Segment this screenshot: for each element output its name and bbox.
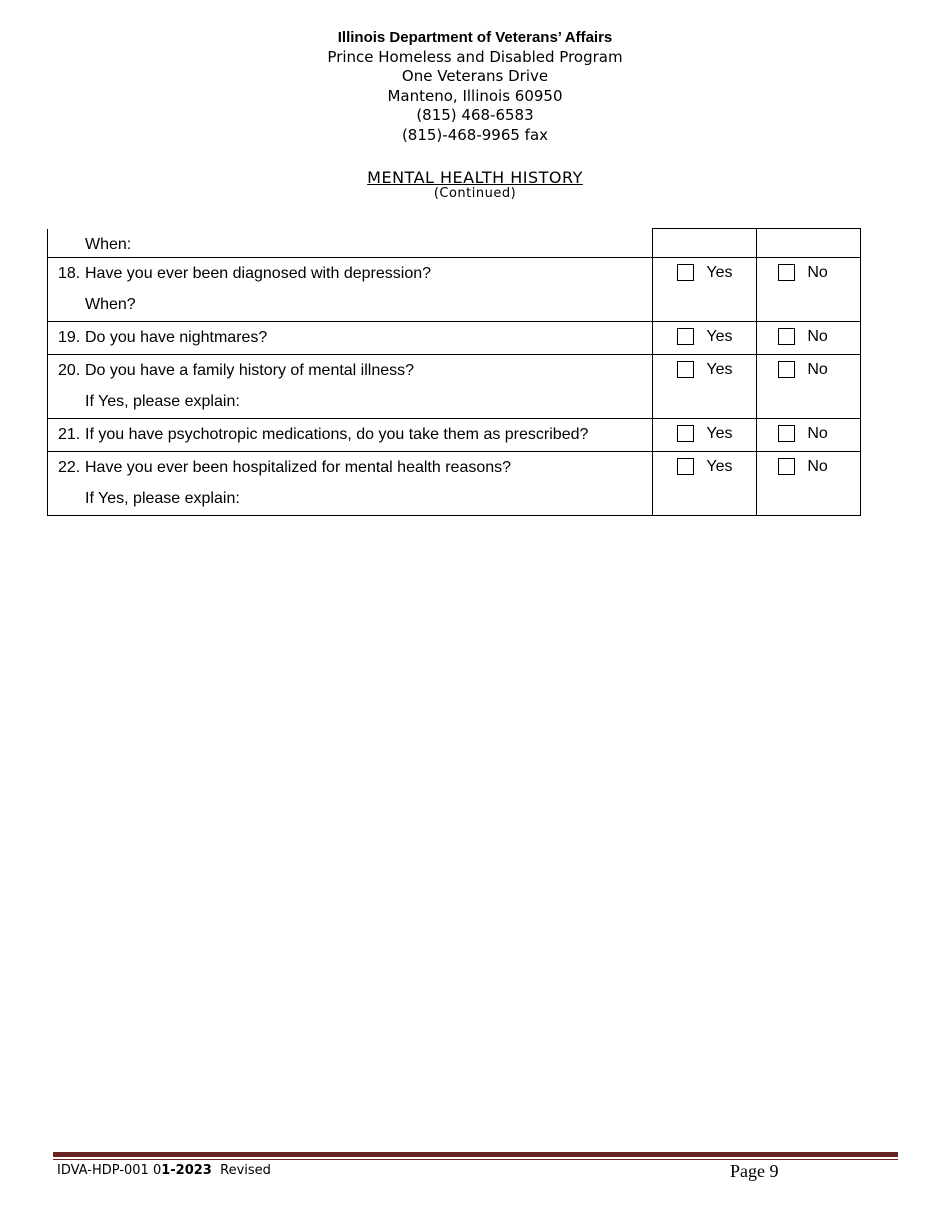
question-number: 19. xyxy=(58,328,81,346)
followup-label[interactable]: When? xyxy=(85,295,136,313)
question-number: 20. xyxy=(58,361,81,379)
page-number: Page 9 xyxy=(730,1161,779,1181)
questions-table xyxy=(47,228,861,516)
yes-label: Yes xyxy=(706,360,733,378)
yes-checkbox[interactable] xyxy=(653,258,756,282)
section-heading xyxy=(0,168,950,201)
fax: (815)-468-9965 fax xyxy=(401,125,549,144)
section-subtitle: (Continued) xyxy=(433,186,517,201)
yes-label: Yes xyxy=(706,457,733,475)
question-number: 22. xyxy=(58,458,81,476)
yes-checkbox[interactable] xyxy=(653,322,756,346)
footer-rule-thin xyxy=(53,1159,898,1160)
checkbox-icon[interactable] xyxy=(677,264,694,281)
checkbox-icon[interactable] xyxy=(677,425,694,442)
section-title: MENTAL HEALTH HISTORY xyxy=(367,168,583,187)
no-checkbox[interactable] xyxy=(757,419,860,443)
question-text: If you have psychotropic medications, do you take them as prescribed? xyxy=(85,425,589,443)
footer-rule xyxy=(53,1152,898,1157)
yes-checkbox[interactable] xyxy=(653,452,756,476)
followup-label[interactable]: When: xyxy=(85,235,132,253)
no-checkbox[interactable] xyxy=(757,355,860,379)
no-label: No xyxy=(807,424,828,442)
checkbox-icon[interactable] xyxy=(677,361,694,378)
form-date: 1-2023 xyxy=(161,1163,212,1178)
checkbox-icon[interactable] xyxy=(677,458,694,475)
table-row xyxy=(48,354,861,418)
question-number: 21. xyxy=(58,425,81,443)
org-name: Illinois Department of Veterans’ Affairs xyxy=(337,29,613,46)
checkbox-icon[interactable] xyxy=(778,425,795,442)
question-text: Have you ever been diagnosed with depression? xyxy=(85,264,432,282)
checkbox-icon[interactable] xyxy=(778,361,795,378)
table-row xyxy=(48,418,861,451)
question-text: Have you ever been hospitalized for mental health reasons? xyxy=(85,458,512,476)
yes-label: Yes xyxy=(706,263,733,281)
no-label: No xyxy=(807,457,828,475)
form-number: IDVA-HDP-001 0 xyxy=(57,1163,162,1178)
yes-checkbox[interactable] xyxy=(653,355,756,379)
no-label: No xyxy=(807,327,828,345)
question-number: 18. xyxy=(58,264,81,282)
address-line-2: Manteno, Illinois 60950 xyxy=(387,86,563,105)
no-checkbox[interactable] xyxy=(757,452,860,476)
table-row xyxy=(48,451,861,515)
table-row xyxy=(48,321,861,354)
yes-label: Yes xyxy=(706,424,733,442)
checkbox-icon[interactable] xyxy=(778,458,795,475)
program-name: Prince Homeless and Disabled Program xyxy=(327,47,623,66)
followup-label[interactable]: If Yes, please explain: xyxy=(85,489,240,507)
revised-label: Revised xyxy=(220,1163,271,1178)
checkbox-icon[interactable] xyxy=(778,264,795,281)
no-checkbox[interactable] xyxy=(757,258,860,282)
yes-label: Yes xyxy=(706,327,733,345)
address-line-1: One Veterans Drive xyxy=(401,67,549,85)
letterhead xyxy=(0,28,950,145)
yes-checkbox[interactable] xyxy=(653,419,756,443)
no-label: No xyxy=(807,263,828,281)
phone: (815) 468-6583 xyxy=(416,106,534,124)
checkbox-icon[interactable] xyxy=(677,328,694,345)
no-checkbox[interactable] xyxy=(757,322,860,346)
question-text: Do you have nightmares? xyxy=(85,328,268,346)
question-text: Do you have a family history of mental illness? xyxy=(85,361,415,379)
form-id xyxy=(57,1163,271,1178)
followup-label[interactable]: If Yes, please explain: xyxy=(85,392,240,410)
checkbox-icon[interactable] xyxy=(778,328,795,345)
table-row xyxy=(48,257,861,321)
table-row xyxy=(48,229,861,258)
no-label: No xyxy=(807,360,828,378)
